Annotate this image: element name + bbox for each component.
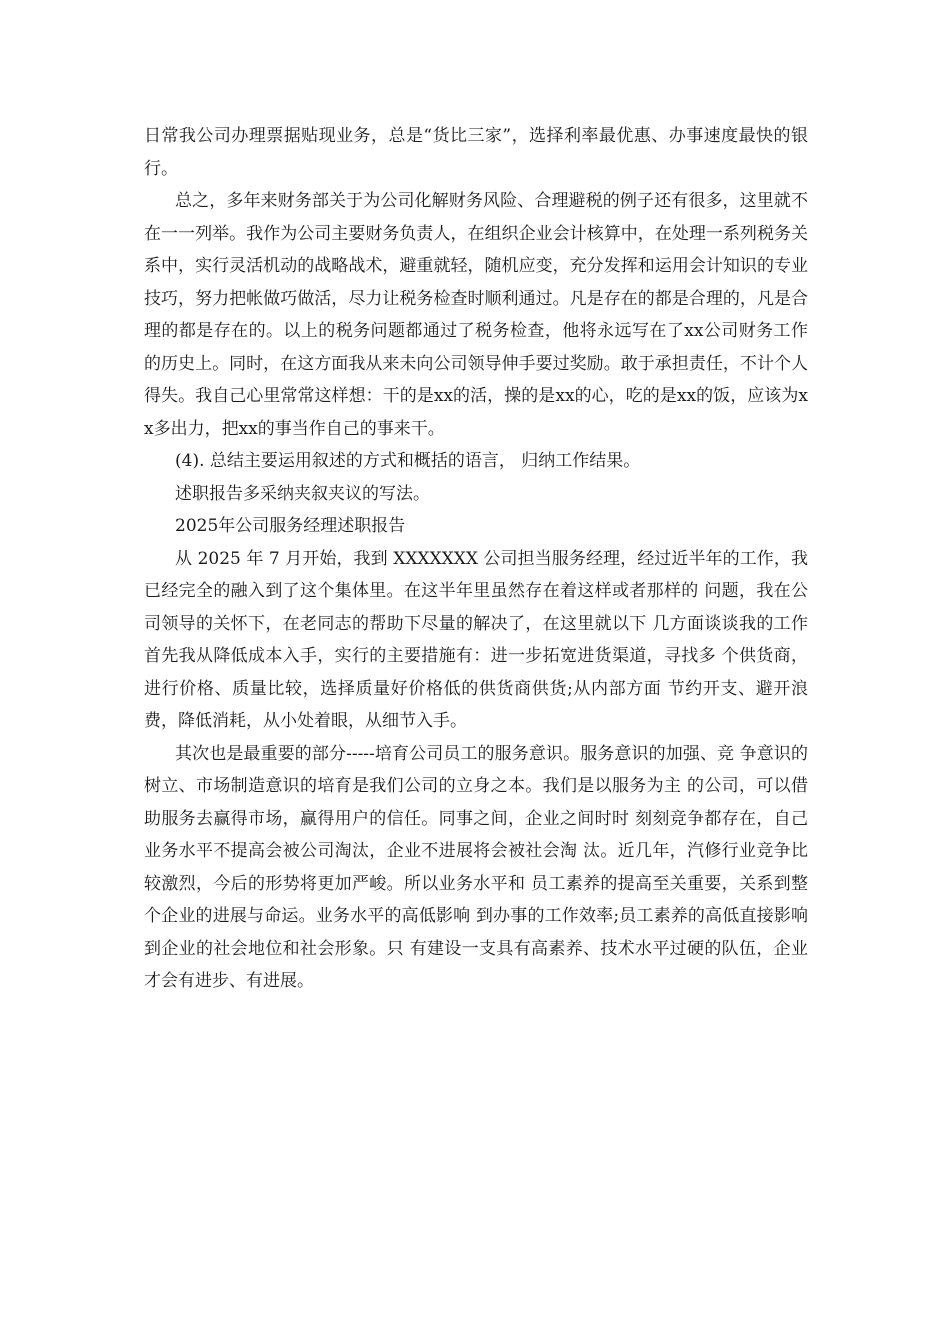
report-title: 2025年公司服务经理述职报告	[175, 516, 406, 536]
paragraph-report-style: 述职报告多采纳夹叙夹议的写法。	[175, 483, 430, 504]
paragraph-bill-discount: 日常我公司办理票据贴现业务，总是“货比三家”，选择利率最优惠、办事速度最快的银行。	[144, 126, 808, 179]
paragraph-cost-reduction: 从 2025 年 7 月开始，我到 XXXXXXX 公司担当服务经理，经过近半年的工作，我已经完全的融入到了这个集体里。在这半年里虽然存在着这样或者那样的 问题，我在公司领导的关怀下，在老同志的帮助下尽量的解决了，在这里就以下 几方面谈谈我的工作 首先我从降低成本入手，实行的主要措施有：进一步拓宽进货渠道，寻找多 个供货商，进行价格、质量比较，选择质量好价格低的供货商供货;从内部方面 节约开支、避开浪费，降低消耗，从小处着眼，从细节入手。	[144, 548, 808, 731]
document-body	[144, 120, 808, 998]
paragraph-tax-summary: 总之，多年来财务部关于为公司化解财务风险、合理避税的例子还有很多，这里就不在一一列举。我作为公司主要财务负责人，在组织企业会计核算中，在处理一系列税务关系中，实行灵活机动的战略战术，避重就轻，随机应变，充分发挥和运用会计知识的专业技巧，努力把帐做巧做活，尽力让税务检查时顺利通过。凡是存在的都是合理的，凡是合理的都是存在的。以上的税务问题都通过了税务检查，他将永远写在了xx公司财务工作的历史上。同时，在这方面我从来未向公司领导伸手要过奖励。敢于承担责任，不计个人得失。我自己心里常常这样想：干的是xx的活，操的是xx的心，吃的是xx的饭，应该为xx多出力，把xx的事当作自己的事来干。	[144, 191, 808, 439]
paragraph-service-awareness: 其次也是最重要的部分-----培育公司员工的服务意识。服务意识的加强、竞 争意识的树立、市场制造意识的培育是我们公司的立身之本。我们是以服务为主 的公司，可以借助服务去赢得市场，赢得用户的信任。同事之间，企业之间时时 刻刻竞争都存在，自己业务水平不提高会被公司淘汰，企业不进展将会被社会淘 汰。近几年，汽修行业竞争比较激烈，今后的形势将更加严峻。所以业务水平和 员工素养的提高至关重要，关系到整个企业的进展与命运。业务水平的高低影响 到办事的工作效率;员工素养的高低直接影响到企业的社会地位和社会形象。只 有建设一支具有高素养、技术水平过硬的队伍，企业才会有进步、有进展。	[144, 743, 808, 991]
paragraph-summary-method: (4). 总结主要运用叙述的方式和概括的语言， 归纳工作结果。	[175, 451, 641, 471]
